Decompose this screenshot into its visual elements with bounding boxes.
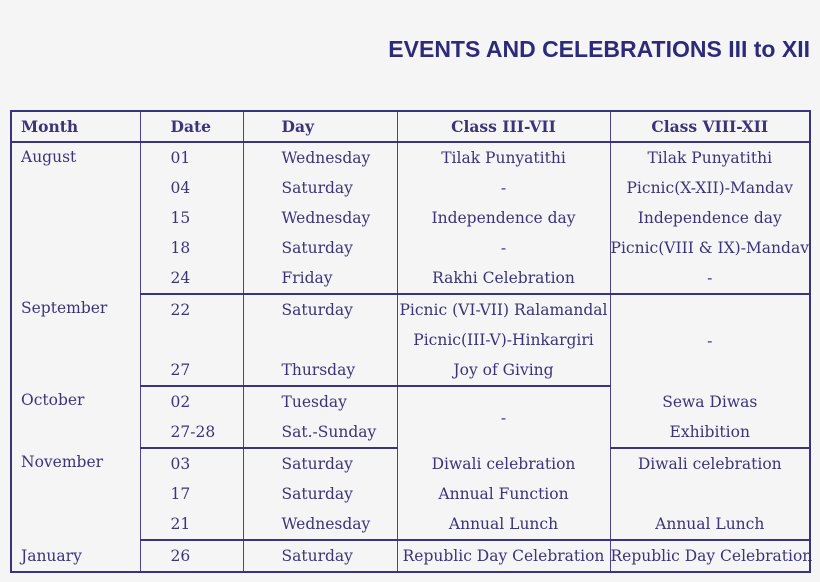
date-cell: 22 <box>140 294 243 325</box>
day-cell: Wednesday <box>243 509 397 540</box>
class-iii-vii-cell: Independence day <box>397 203 610 233</box>
month-cell: January <box>11 540 140 572</box>
table-row <box>11 448 810 479</box>
class-viii-xii-cell: Sewa Diwas <box>610 386 810 417</box>
day-cell: Saturday <box>243 294 397 325</box>
header-month: Month <box>11 111 140 142</box>
day-cell: Wednesday <box>243 142 397 173</box>
page-title: EVENTS AND CELEBRATIONS III to XII <box>388 36 810 62</box>
class-viii-xii-cell: - <box>610 294 810 386</box>
class-viii-xii-cell: - <box>610 263 810 294</box>
month-cell: October <box>11 386 140 448</box>
table-row <box>11 386 810 417</box>
class-viii-xii-cell: Diwali celebration <box>610 448 810 479</box>
class-viii-xii-cell: Republic Day Celebration <box>610 540 810 572</box>
class-iii-vii-cell: Tilak Punyatithi <box>397 142 610 173</box>
class-viii-xii-cell: Picnic(X-XII)-Mandav <box>610 173 810 203</box>
class-iii-vii-cell: Joy of Giving <box>397 355 610 386</box>
class-viii-xii-cell <box>610 479 810 509</box>
header-day: Day <box>243 111 397 142</box>
date-cell: 15 <box>140 203 243 233</box>
class-iii-vii-cell: Annual Lunch <box>397 509 610 540</box>
header-date: Date <box>140 111 243 142</box>
class-viii-xii-cell: Tilak Punyatithi <box>610 142 810 173</box>
header-class-iii-vii: Class III-VII <box>397 111 610 142</box>
table-row <box>11 294 810 325</box>
day-cell: Saturday <box>243 540 397 572</box>
date-cell: 17 <box>140 479 243 509</box>
date-cell: 01 <box>140 142 243 173</box>
date-cell <box>140 325 243 355</box>
month-cell: November <box>11 448 140 540</box>
day-cell <box>243 325 397 355</box>
class-viii-xii-cell: Exhibition <box>610 417 810 448</box>
day-cell: Saturday <box>243 479 397 509</box>
table-row <box>11 540 810 572</box>
day-cell: Friday <box>243 263 397 294</box>
day-cell: Saturday <box>243 173 397 203</box>
class-iii-vii-cell: Rakhi Celebration <box>397 263 610 294</box>
date-cell: 27 <box>140 355 243 386</box>
date-cell: 24 <box>140 263 243 294</box>
class-iii-vii-cell: Picnic(III-V)-Hinkargiri <box>397 325 610 355</box>
date-cell: 04 <box>140 173 243 203</box>
date-cell: 02 <box>140 386 243 417</box>
day-cell: Saturday <box>243 233 397 263</box>
class-iii-vii-cell: Republic Day Celebration <box>397 540 610 572</box>
date-cell: 18 <box>140 233 243 263</box>
date-cell: 03 <box>140 448 243 479</box>
class-viii-xii-cell: Independence day <box>610 203 810 233</box>
table-row <box>11 142 810 173</box>
month-cell: August <box>11 142 140 294</box>
class-iii-vii-cell: - <box>397 233 610 263</box>
class-iii-vii-cell: - <box>397 386 610 448</box>
class-iii-vii-cell: Diwali celebration <box>397 448 610 479</box>
class-iii-vii-cell: - <box>397 173 610 203</box>
class-viii-xii-cell: Annual Lunch <box>610 509 810 540</box>
month-cell: September <box>11 294 140 386</box>
date-cell: 21 <box>140 509 243 540</box>
events-table <box>10 110 811 573</box>
class-viii-xii-cell: Picnic(VIII & IX)-Mandav <box>610 233 810 263</box>
class-iii-vii-cell: Picnic (VI-VII) Ralamandal <box>397 294 610 325</box>
day-cell: Tuesday <box>243 386 397 417</box>
day-cell: Sat.-Sunday <box>243 417 397 448</box>
day-cell: Wednesday <box>243 203 397 233</box>
header-class-viii-xii: Class VIII-XII <box>610 111 810 142</box>
class-iii-vii-cell: Annual Function <box>397 479 610 509</box>
date-cell: 26 <box>140 540 243 572</box>
day-cell: Thursday <box>243 355 397 386</box>
header-row <box>11 111 810 142</box>
day-cell: Saturday <box>243 448 397 479</box>
date-cell: 27-28 <box>140 417 243 448</box>
